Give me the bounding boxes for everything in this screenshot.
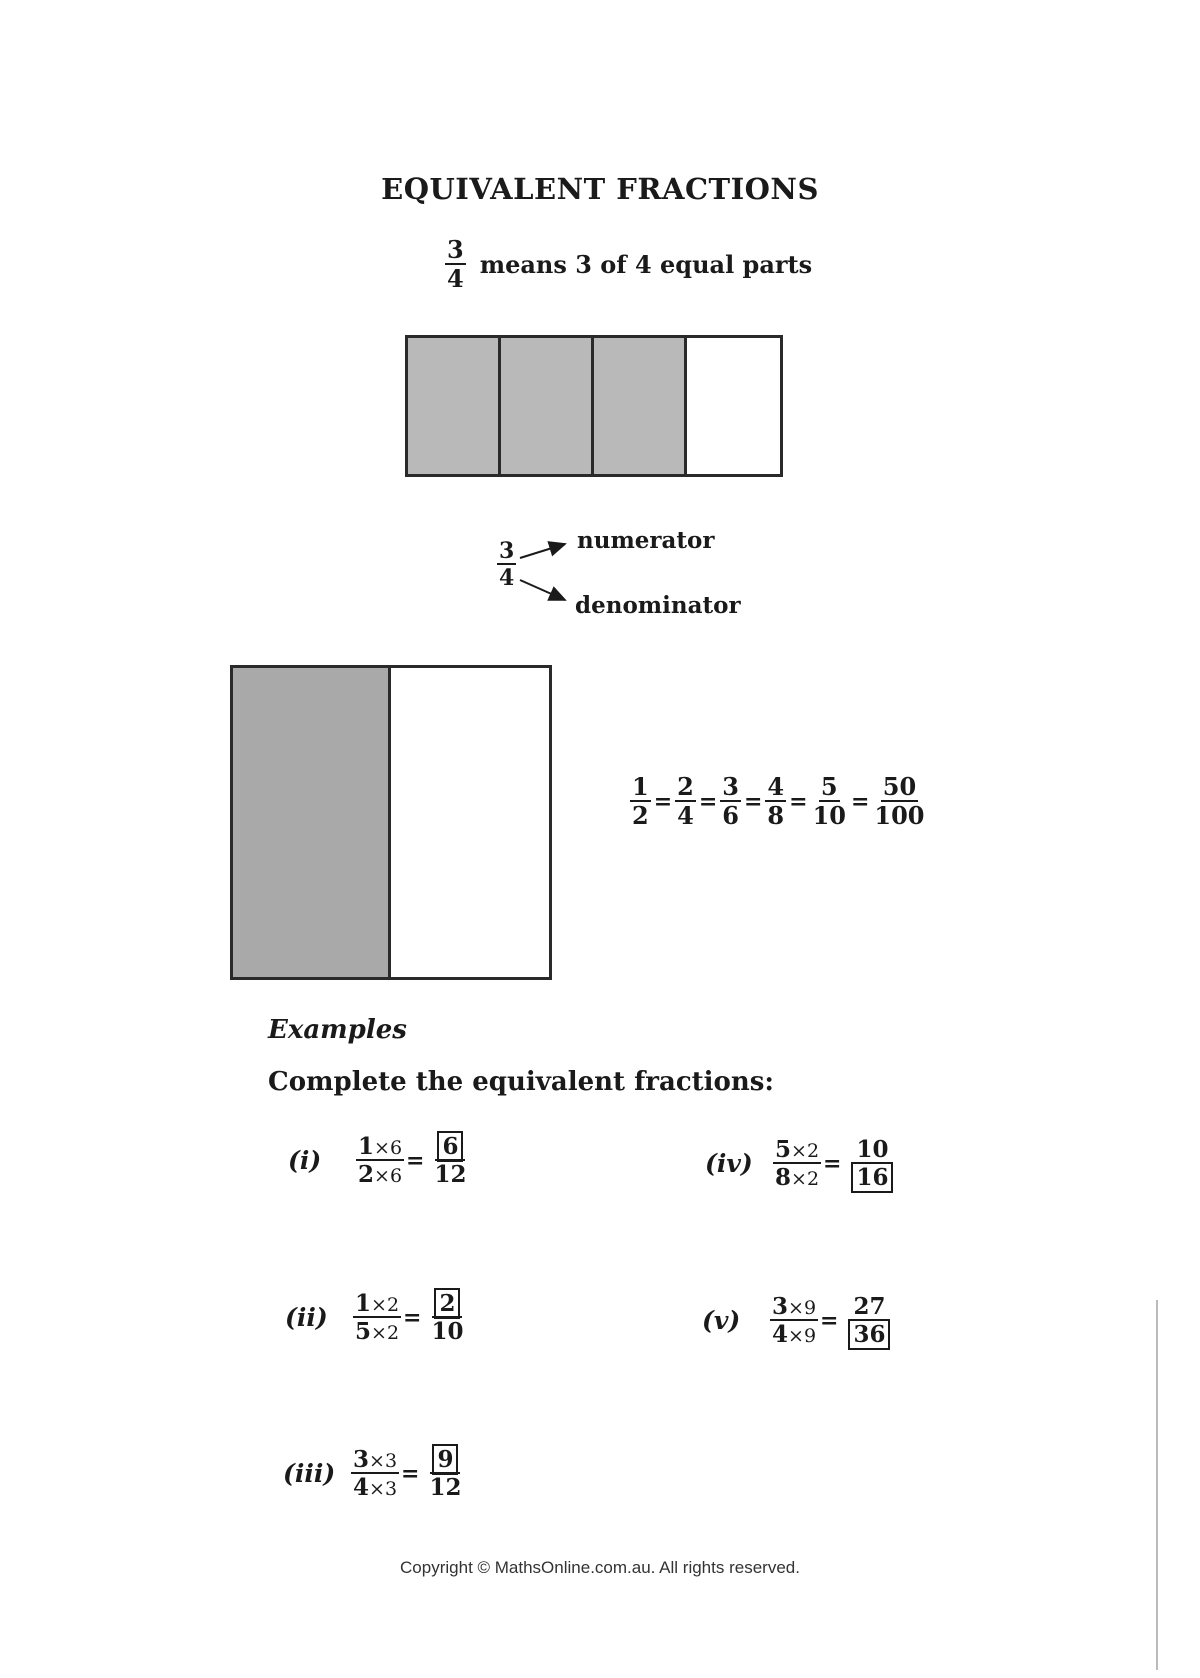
example-item <box>285 1292 465 1343</box>
example-answer-fraction <box>432 1135 468 1186</box>
example-question-fraction: $\frac{5\times 2}{8\times 2}$ <box>775 1136 820 1191</box>
equals-sign: = <box>653 788 673 815</box>
example-answer-fraction <box>849 1138 895 1189</box>
answer-box: 9 <box>432 1444 458 1475</box>
equals-sign: = <box>850 788 870 815</box>
labeled-fraction: $\frac{3}{4}$ <box>499 538 515 591</box>
quarters-model <box>405 335 783 477</box>
half-part-shaded <box>233 668 391 977</box>
answer-value: 27 <box>853 1293 886 1320</box>
copyright-notice: Copyright © MathsOnline.com.au. All rights reserved. <box>400 1558 800 1577</box>
example-label: (ii) <box>285 1303 328 1332</box>
equivalence-chain <box>630 772 927 830</box>
chain-fraction: $\frac{4}{8}$ <box>767 772 785 830</box>
example-question-fraction: $\frac{3\times 3}{4\times 3}$ <box>353 1446 398 1501</box>
intro-fraction: $\frac{3}{4}$ <box>447 235 464 293</box>
intro-line <box>445 235 813 293</box>
half-part-empty <box>391 668 549 977</box>
answer-box: 6 <box>437 1131 463 1162</box>
answer-value: 12 <box>429 1474 462 1501</box>
example-answer-fraction <box>429 1292 465 1343</box>
equals-sign: = <box>789 788 808 815</box>
answer-value: 12 <box>434 1161 467 1188</box>
instruction: Complete the equivalent fractions: <box>268 1067 775 1097</box>
page-title: EQUIVALENT FRACTIONS <box>381 172 819 206</box>
equals-sign: = <box>403 1304 422 1331</box>
chain-fraction: $\frac{2}{4}$ <box>677 772 694 830</box>
quarter-part-shaded <box>594 338 687 474</box>
equals-sign: = <box>698 788 718 815</box>
chain-fraction: $\frac{5}{10}$ <box>812 772 846 830</box>
scan-edge-line <box>1156 1300 1158 1670</box>
equals-sign: = <box>406 1147 425 1174</box>
example-question-fraction: $\frac{3\times 9}{4\times 9}$ <box>772 1293 817 1348</box>
example-question-fraction: $\frac{1\times 2}{5\times 2}$ <box>355 1290 400 1345</box>
example-answer-fraction <box>427 1448 463 1499</box>
example-label: (iii) <box>283 1459 336 1488</box>
equals-sign: = <box>743 788 763 815</box>
example-item <box>288 1135 468 1186</box>
example-item <box>283 1448 463 1499</box>
chain-fraction: $\frac{50}{100}$ <box>874 772 925 830</box>
equals-sign: = <box>820 1307 839 1334</box>
equals-sign: = <box>401 1460 420 1487</box>
chain-fraction: $\frac{1}{2}$ <box>632 772 649 830</box>
answer-value: 10 <box>856 1136 889 1163</box>
example-label: (v) <box>702 1306 741 1335</box>
examples-heading: Examples <box>268 1015 407 1045</box>
answer-box: 16 <box>851 1162 893 1193</box>
numerator-label: numerator <box>577 527 715 554</box>
answer-box: 2 <box>434 1288 460 1319</box>
quarter-part-shaded <box>408 338 501 474</box>
chain-fraction: $\frac{3}{6}$ <box>722 772 739 830</box>
equals-sign: = <box>823 1150 842 1177</box>
example-question-fraction: $\frac{1\times 6}{2\times 6}$ <box>358 1133 403 1188</box>
quarter-part-shaded <box>501 338 594 474</box>
example-label: (iv) <box>705 1149 753 1178</box>
example-item <box>705 1138 895 1189</box>
example-item <box>702 1295 892 1346</box>
numerator-arrow <box>520 544 565 558</box>
denominator-label: denominator <box>575 592 741 619</box>
answer-box: 36 <box>848 1319 890 1350</box>
halves-model <box>230 665 552 980</box>
answer-value: 10 <box>431 1318 464 1345</box>
example-label: (i) <box>288 1146 322 1175</box>
denominator-arrow <box>520 580 565 600</box>
intro-text: means 3 of 4 equal parts <box>479 250 813 279</box>
quarter-part-empty <box>687 338 780 474</box>
example-answer-fraction <box>846 1295 892 1346</box>
